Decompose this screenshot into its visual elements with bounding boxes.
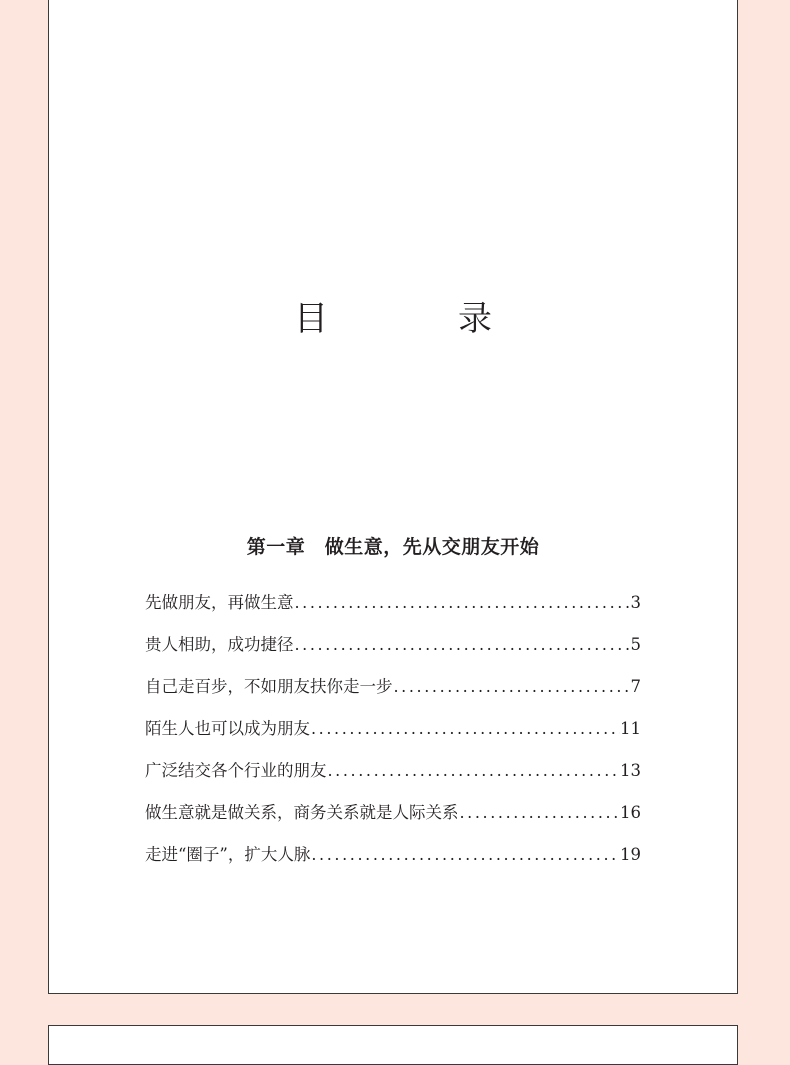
toc-entry-title: 先做朋友，再做生意 [145,593,294,612]
toc-title: 目 录 [294,299,540,339]
toc-entry-title: 广泛结交各个行业的朋友 [145,761,327,780]
toc-entry[interactable] [145,631,641,673]
toc-entry[interactable] [145,589,641,631]
document-page [48,0,738,994]
dot-leader [294,631,631,659]
dot-leader [294,589,631,617]
toc-entry-page: 16 [620,803,641,822]
toc-entry[interactable] [145,841,641,883]
toc-entry-page: 11 [620,719,641,738]
dot-leader [310,715,620,743]
toc-entry-title: 走进“圈子”，扩大人脉 [145,845,311,864]
toc-entry-page: 5 [630,635,641,654]
toc-entry-page: 19 [620,845,641,864]
next-page-edge [48,1025,738,1065]
toc-entry[interactable] [145,715,641,757]
dot-leader [327,757,621,785]
toc-entry-page: 3 [630,593,641,612]
toc-entry-title: 贵人相助，成功捷径 [145,635,294,654]
toc-list [145,589,641,883]
toc-entry-title: 陌生人也可以成为朋友 [145,719,310,738]
toc-entry[interactable] [145,673,641,715]
toc-entry-page: 13 [620,761,641,780]
toc-entry-title: 自己走百步，不如朋友扶你走一步 [145,677,393,696]
toc-entry[interactable] [145,799,641,841]
dot-leader [393,673,631,701]
toc-entry-page: 7 [630,677,641,696]
toc-entry[interactable] [145,757,641,799]
dot-leader [459,799,621,827]
toc-entry-title: 做生意就是做关系，商务关系就是人际关系 [145,803,459,822]
dot-leader [310,841,620,869]
chapter-title: 第一章 做生意，先从交朋友开始 [246,536,540,558]
